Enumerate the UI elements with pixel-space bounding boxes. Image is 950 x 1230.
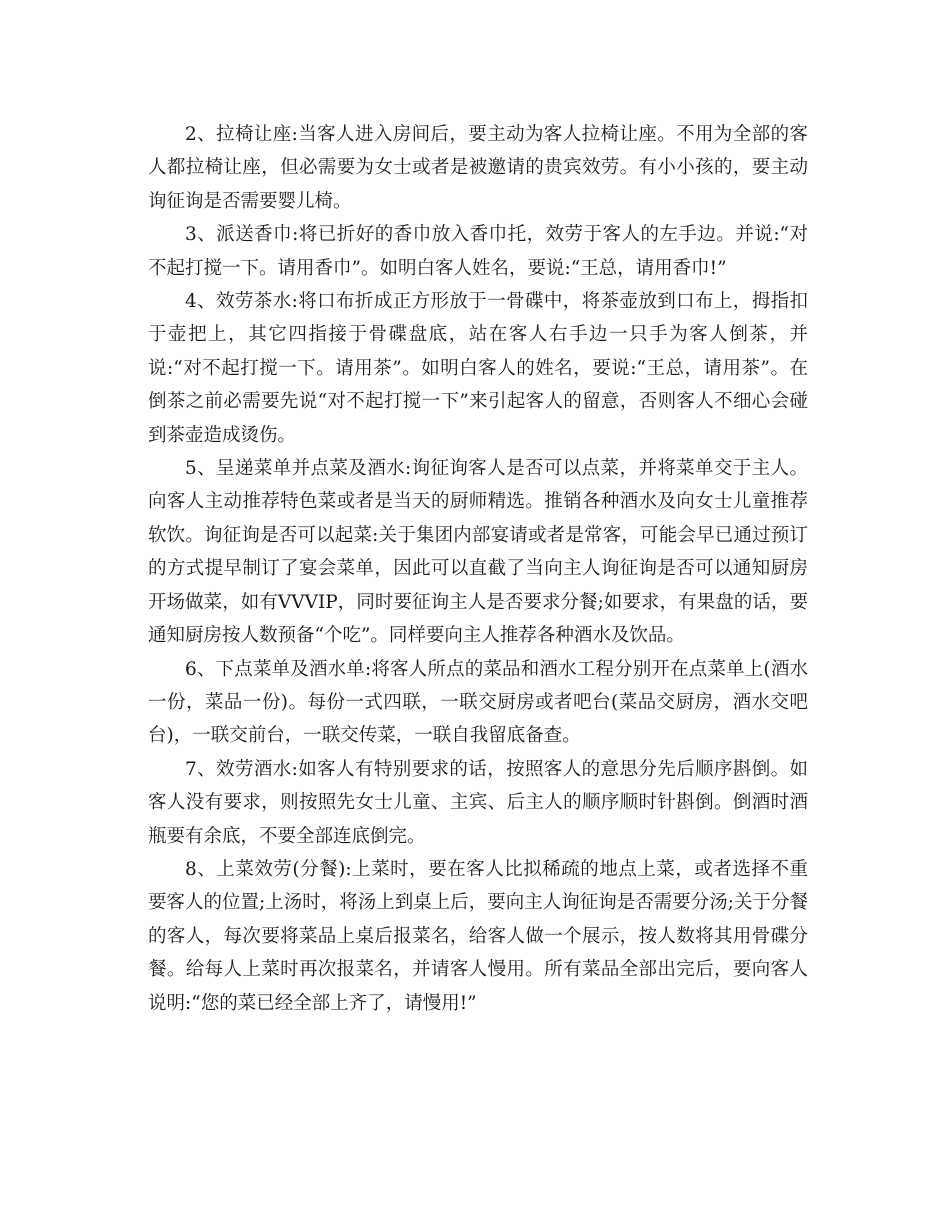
paragraph-step-4: 4、效劳茶水:将口布折成正方形放于一骨碟中，将茶壶放到口布上，拇指扣于壶把上，其它四指接于骨碟盘底，站在客人右手边一只手为客人倒茶，并说:“对不起打搅一下。请用茶”。如明白客人的姓名，要说:“王总，请用茶”。在倒茶之前必需要先说“对不起打搅一下”来引起客人的留意，否则客人不细心会碰到茶壶造成烫伤。 xyxy=(148,291,808,446)
paragraph-step-8: 8、上菜效劳(分餐):上菜时，要在客人比拟稀疏的地点上菜，或者选择不重要客人的位置;上汤时，将汤上到桌上后，要向主人询征询是否需要分汤;关于分餐的客人，每次要将菜品上桌后报菜名，给客人做一个展示，按人数将其用骨碟分餐。给每人上菜时再次报菜名，并请客人慢用。所有菜品全部出完后，要向客人说明:“您的菜已经全部上齐了，请慢用!” xyxy=(148,858,808,1014)
paragraph-step-7: 7、效劳酒水:如客人有特别要求的话，按照客人的意思分先后顺序斟倒。如客人没有要求，则按照先女士儿童、主宾、后主人的顺序顺时针斟倒。倒酒时酒瓶要有余底，不要全部连底倒完。 xyxy=(148,758,808,847)
paragraph-step-2: 2、拉椅让座:当客人进入房间后，要主动为客人拉椅让座。不用为全部的客人都拉椅让座，但必需要为女士或者是被邀请的贵宾效劳。有小小孩的，要主动询征询是否需要婴儿椅。 xyxy=(148,124,808,212)
paragraph-step-6: 6、下点菜单及酒水单:将客人所点的菜品和酒水工程分别开在点菜单上(酒水一份，菜品一份)。每份一式四联，一联交厨房或者吧台(菜品交厨房，酒水交吧台)，一联交前台，一联交传菜，一联自我留底备查。 xyxy=(148,658,808,747)
document-page xyxy=(148,118,808,1020)
paragraph-step-3: 3、派送香巾:将已折好的香巾放入香巾托，效劳于客人的左手边。并说:“对不起打搅一下。请用香巾”。如明白客人姓名，要说:“王总，请用香巾!” xyxy=(148,224,808,279)
paragraph-step-5: 5、呈递菜单并点菜及酒水:询征询客人是否可以点菜，并将菜单交于主人。向客人主动推荐特色菜或者是当天的厨师精选。推销各种酒水及向女士儿童推荐软饮。询征询是否可以起菜:关于集团内部宴请或者是常客，可能会早已通过预订的方式提早制订了宴会菜单，因此可以直截了当向主人询征询是否可以通知厨房开场做菜，如有VVVIP，同时要征询主人是否要求分餐;如要求，有果盘的话，要通知厨房按人数预备“个吃”。同样要向主人推荐各种酒水及饮品。 xyxy=(148,458,808,647)
